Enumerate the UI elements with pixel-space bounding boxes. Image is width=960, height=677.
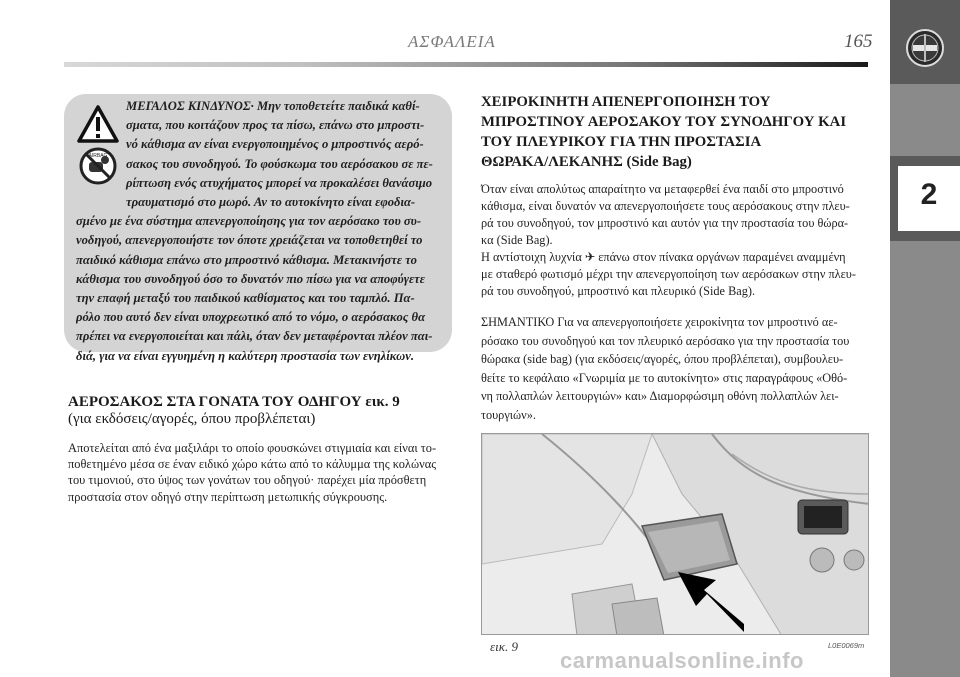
warning-line: κάθισμα του συνοδηγού όσο το δυνατόν πιο πίσω για να αποφύγετε [76, 271, 425, 286]
chapter-number: 2 [920, 178, 938, 211]
body-line: Η αντίστοιχη λυχνία ✈ επάνω στον πίνακα οργάνων παραμένει αναμμένη [481, 250, 846, 264]
warning-line: ρίπτωση ενός ατυχήματος μπορεί να προκαλέσει θανάσιμο [126, 175, 433, 190]
figure-code: L0E0069m [828, 641, 865, 650]
body-line: θείτε το κεφάλαιο «Γνωριμία με το αυτοκίνητο» στις παραγράφους «Οθό- [481, 370, 848, 385]
knee-airbag-heading: ΑΕΡΟΣΑΚΟΣ ΣΤΑ ΓΟΝΑΤΑ ΤΟΥ ΟΔΗΓΟΥ εικ. 9 [68, 394, 400, 410]
header-rule [64, 62, 868, 67]
body-line: θώρακα (side bag) (για εκδόσεις/αγορές, όπου προβλέπεται), συμβουλευ- [481, 352, 844, 367]
dashboard-illustration [482, 434, 869, 635]
body-line: ρά του συνοδηγού, μπροστινό και πλευρικό (Side Bag). [481, 284, 756, 298]
sidebar-band-lower [890, 241, 960, 677]
body-line: ΣΗΜΑΝΤΙΚΟ Για να απενεργοποιήσετε χειροκίνητα τον μπροστινό αε- [481, 315, 838, 329]
warning-line: σματα, που κοιτάζουν προς τα πίσω, επάνω στο μπροστι- [126, 118, 425, 133]
heading-line: ΜΠΡΟΣΤΙΝΟΥ ΑΕΡΟΣΑΚΟΥ ΤΟΥ ΣΥΝΟΔΗΓΟΥ ΚΑΙ [481, 114, 847, 130]
lancia-logo-icon [905, 28, 945, 68]
knee-airbag-body [68, 440, 454, 505]
body-line: ρά του συνοδηγού, τον μπροστινό και αυτόν για την προστασία του θώρα- [481, 216, 849, 230]
figure-caption: εικ. 9 [490, 639, 518, 654]
knee-airbag-subheading: (για εκδόσεις/αγορές, όπου προβλέπεται) [68, 411, 316, 427]
heading-line: ΤΟΥ ΠΛΕΥΡΙΚΟΥ ΓΙΑ ΤΗΝ ΠΡΟΣΤΑΣΙΑ [481, 134, 762, 150]
page-number: 165 [844, 31, 873, 52]
warning-text [76, 97, 440, 366]
manual-deactivation-body [481, 181, 871, 300]
body-line: Όταν είναι απολύτως απαραίτητο να μεταφερθεί ένα παιδί στο μπροστινό [481, 182, 844, 196]
body-line: του τιμονιού, στο ύψος των γονάτων του οδηγού· παρέχει μία πρόσθετη [68, 473, 427, 488]
manual-deactivation-heading [481, 92, 871, 172]
warning-line: πρέπει να ενεργοποιείται και πάλι, όταν δεν μεταφέρονται πλέον παι- [76, 329, 433, 344]
warning-line: νοδηγού, απενεργοποιήστε τον όποτε χρειάζεται να τοποθετηθεί το [76, 233, 423, 248]
heading-line: ΧΕΙΡΟΚΙΝΗΤΗ ΑΠΕΝΕΡΓΟΠΟΙΗΣΗ ΤΟΥ [481, 94, 771, 110]
body-line: με σταθερό φωτισμό μέχρι την απενεργοποίηση των αερόσακων στην πλευ- [481, 267, 856, 281]
warning-line: σμένο με ένα σύστημα απενεργοποίησης για τον αερόσακο του συ- [76, 214, 422, 229]
warning-line: ρόλο που αυτό δεν είναι υποχρεωτικό από το νόμο, ο αερόσακος θα [76, 310, 426, 325]
body-line: κα (Side Bag). [481, 233, 553, 247]
warning-line: παιδικό κάθισμα επάνω στο μπροστινό κάθισμα. Μετακινήστε το [76, 252, 417, 267]
warning-line: σακος του συνοδηγού. Το φούσκωμα του αερόσακου σε πε- [126, 156, 433, 171]
running-header-title: ΑΣΦΑΛΕΙΑ [408, 32, 496, 51]
body-line: Αποτελείται από ένα μαξιλάρι το οποίο φουσκώνει στιγμιαία και είναι το- [68, 441, 437, 455]
heading-line: ΘΩΡΑΚΑ/ΛΕΚΑΝΗΣ (Side Bag) [481, 154, 692, 170]
warning-line: την επαφή μεταξύ του παιδικού καθίσματος και του ταμπλό. Πα- [76, 291, 415, 306]
warning-line: τραυματισμό στο μωρό. Αν το αυτοκίνητο είναι εφοδια- [126, 195, 416, 210]
body-line: ρόσακο του συνοδηγού και τον πλευρικό αερόσακο για την προστασία του [481, 333, 850, 348]
warning-line: νό κάθισμα αν είναι ενεργοποιημένος ο μπροστινός αερό- [126, 137, 424, 152]
knee-airbag-figure [481, 433, 869, 635]
body-line: ποθετημένο μέσα σε έναν ειδικό χώρο κάτω από το κάλυμμα της κολώνας [68, 457, 437, 472]
airbag-icon-label: AIRBAG [88, 153, 108, 159]
body-line: νη πολλαπλών λειτουργιών» και» Διαμορφώσιμη οθόνη πολλαπλών λει- [481, 389, 839, 404]
important-note [481, 313, 871, 425]
body-line: τουργιών». [481, 407, 536, 422]
watermark: carmanualsonline.info [560, 648, 804, 673]
sidebar-band [890, 84, 960, 156]
body-line: κάθισμα, είναι δυνατόν να απενεργοποιήσετε τους αερόσακους στην πλευ- [481, 199, 850, 213]
warning-line: διά, για να είναι εγγυημένη η καλύτερη προστασία των ενηλίκων. [76, 348, 415, 363]
body-line: προστασία στον οδηγό στην περίπτωση μετωπικής σύγκρουσης. [68, 489, 388, 504]
warning-line: ΜΕΓΑΛΟΣ ΚΙΝΔΥΝΟΣ· Μην τοποθετείτε παιδικά καθί- [126, 99, 420, 113]
